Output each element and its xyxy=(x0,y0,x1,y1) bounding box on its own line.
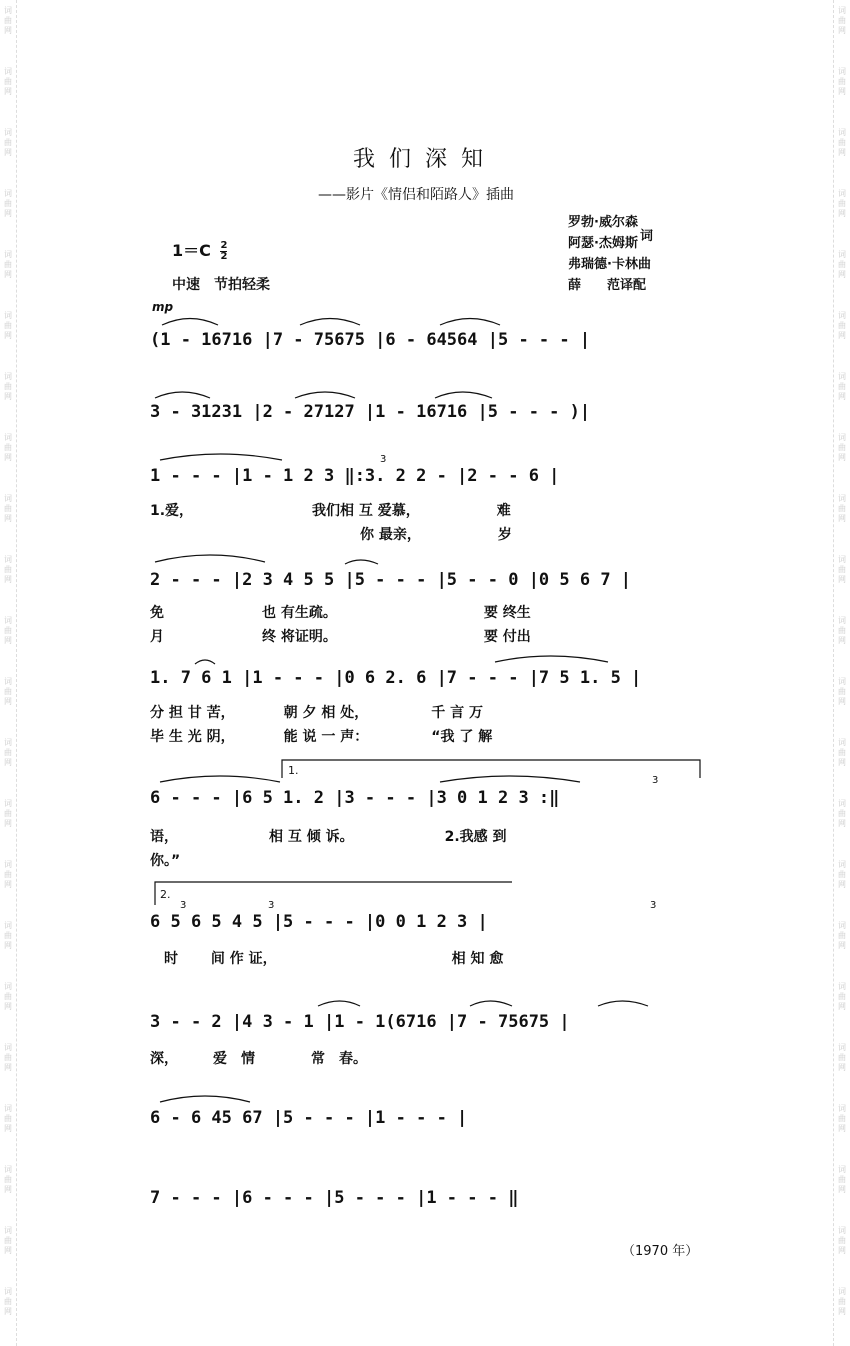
score-line-7: 6 5 6 5 4 5 |5 - - - |0 0 1 2 3 | xyxy=(150,912,488,932)
score-line-10: 7 - - - |6 - - - |5 - - - |1 - - - ‖ xyxy=(150,1188,519,1208)
side-watermark: 词 曲 网 xyxy=(4,128,12,157)
slur xyxy=(155,555,265,562)
score-line-2: 3 - 31231 |2 - 27127 |1 - 16716 |5 - - - )| xyxy=(150,402,591,422)
side-watermark: 词 曲 网 xyxy=(4,311,12,340)
lyric-line-2: 你 最亲， 岁 xyxy=(150,527,512,543)
lyric-line-3: 免 也 有生疏。 要 终生 xyxy=(150,605,531,621)
year-note: （1970 年） xyxy=(622,1244,699,1259)
slur xyxy=(162,319,218,326)
slur xyxy=(318,1001,360,1006)
lyric-line-6: 毕 生 光 阴， 能 说 一 声： “我 了 解 xyxy=(150,729,493,745)
volta-1-bracket xyxy=(282,760,700,778)
side-watermark: 词 曲 网 xyxy=(838,555,846,584)
key-signature xyxy=(172,238,227,262)
slur xyxy=(495,656,608,662)
side-watermark: 词 曲 网 xyxy=(838,982,846,1011)
score-line-4: 2 - - - |2 3 4 5 5 |5 - - - |5 - - 0 |0 5 6 7 | xyxy=(150,570,632,590)
slur xyxy=(155,392,210,398)
triplet-mark: 3 xyxy=(380,454,387,465)
lyricist-1: 罗勃·威尔森 xyxy=(568,215,638,230)
side-watermark: 词 曲 网 xyxy=(4,555,12,584)
score-line-8: 3 - - 2 |4 3 - 1 |1 - 1(6716 |7 - 75675 | xyxy=(150,1012,570,1032)
dynamic-marking: mp xyxy=(152,300,174,314)
triplet-mark: 3 xyxy=(652,775,659,786)
slur xyxy=(440,776,580,782)
side-watermark: 词 曲 网 xyxy=(4,616,12,645)
triplet-mark: 3 xyxy=(650,900,657,911)
side-watermark: 词 曲 网 xyxy=(838,1165,846,1194)
side-watermark: 词 曲 网 xyxy=(4,1165,12,1194)
slur xyxy=(470,1001,512,1006)
slur xyxy=(440,319,500,326)
slur xyxy=(160,454,282,460)
time-signature xyxy=(220,241,227,262)
triplet-mark: 3 xyxy=(180,900,187,911)
side-watermark: 词 曲 网 xyxy=(838,128,846,157)
side-watermark: 词 曲 网 xyxy=(4,1287,12,1316)
right-margin-strip xyxy=(833,0,850,1346)
lyric-line-8: 你。” xyxy=(150,853,181,869)
side-watermark: 词 曲 网 xyxy=(4,189,12,218)
volta-1-label: 1. xyxy=(288,764,299,777)
side-watermark: 词 曲 网 xyxy=(4,494,12,523)
side-watermark: 词 曲 网 xyxy=(838,1226,846,1255)
side-watermark: 词 曲 网 xyxy=(838,1287,846,1316)
side-watermark: 词 曲 网 xyxy=(838,311,846,340)
slur xyxy=(160,1096,250,1102)
side-watermark: 词 曲 网 xyxy=(838,6,846,35)
song-subtitle: ——影片《情侣和陌路人》插曲 xyxy=(318,187,514,203)
volta-2-label: 2. xyxy=(160,888,171,901)
side-watermark: 词 曲 网 xyxy=(4,921,12,950)
slur xyxy=(345,560,378,564)
score-line-5: 1. 7 6 1 |1 - - - |0 6 2. 6 |7 - - - |7 5 1. 5 | xyxy=(150,668,642,688)
score-line-9: 6 - 6 45 67 |5 - - - |1 - - - | xyxy=(150,1108,468,1128)
side-watermark: 词 曲 网 xyxy=(4,433,12,462)
time-top: 2 xyxy=(220,240,228,251)
side-watermark: 词 曲 网 xyxy=(4,372,12,401)
lyric-line-5: 分 担 甘 苦， 朝 夕 相 处， 千 言 万 xyxy=(150,705,483,721)
lyric-line-7: 语， 相 互 倾 诉。 2.我感 到 xyxy=(150,829,507,845)
side-watermark: 词 曲 网 xyxy=(838,1104,846,1133)
side-watermark: 词 曲 网 xyxy=(838,67,846,96)
side-watermark: 词 曲 网 xyxy=(4,1043,12,1072)
side-watermark: 词 曲 网 xyxy=(838,921,846,950)
side-watermark: 词 曲 网 xyxy=(4,677,12,706)
side-watermark: 词 曲 网 xyxy=(4,860,12,889)
lyric-line-4: 月 终 将证明。 要 付出 xyxy=(150,629,531,645)
left-margin-strip xyxy=(0,0,17,1346)
lyric-line-9: 时 间 作 证， 相 知 愈 xyxy=(150,951,504,967)
volta-2-bracket xyxy=(155,882,512,905)
side-watermark: 词 曲 网 xyxy=(4,67,12,96)
side-watermark: 词 曲 网 xyxy=(838,799,846,828)
side-watermark: 词 曲 网 xyxy=(838,372,846,401)
slur xyxy=(300,319,360,326)
tempo-marking: 中速 节拍轻柔 xyxy=(172,277,270,293)
lyricist-2-name: 阿瑟·杰姆斯 xyxy=(568,236,638,251)
side-watermark: 词 曲 网 xyxy=(4,1104,12,1133)
lyric-line-10: 深， 爱 情 常 春。 xyxy=(150,1051,367,1067)
slur xyxy=(598,1001,648,1006)
score-line-6: 6 - - - |6 5 1. 2 |3 - - - |3 0 1 2 3 :‖ xyxy=(150,788,560,808)
side-watermark: 词 曲 网 xyxy=(4,738,12,767)
lyricist-2 xyxy=(568,229,653,254)
side-watermark: 词 曲 网 xyxy=(4,250,12,279)
side-watermark: 词 曲 网 xyxy=(838,433,846,462)
side-watermark: 词 曲 网 xyxy=(838,1043,846,1072)
slur xyxy=(295,392,355,398)
side-watermark: 词 曲 网 xyxy=(838,494,846,523)
lyric-line-1: 1.爱， 我们相 互 爱慕， 难 xyxy=(150,503,511,519)
side-watermark: 词 曲 网 xyxy=(838,250,846,279)
side-watermark: 词 曲 网 xyxy=(838,860,846,889)
song-title: 我们深知 xyxy=(352,147,497,172)
side-watermark: 词 曲 网 xyxy=(838,738,846,767)
slur xyxy=(435,392,492,398)
side-watermark: 词 曲 网 xyxy=(4,799,12,828)
side-watermark: 词 曲 网 xyxy=(4,1226,12,1255)
side-watermark: 词 曲 网 xyxy=(4,982,12,1011)
key-label: 1＝C xyxy=(172,241,211,260)
translator: 薛 范译配 xyxy=(568,278,647,293)
slur xyxy=(195,660,215,664)
side-watermark: 词 曲 网 xyxy=(838,189,846,218)
credits xyxy=(568,212,651,296)
score-line-1: (1 - 16716 |7 - 75675 |6 - 64564 |5 - - - | xyxy=(150,330,591,350)
lyrics-credit-suffix: 词 xyxy=(639,229,653,244)
score-line-3: 1 - - - |1 - 1 2 3 ‖:3. 2 2 - |2 - - 6 | xyxy=(150,466,560,486)
time-bottom: 2 xyxy=(220,251,228,262)
side-watermark: 词 曲 网 xyxy=(838,677,846,706)
side-watermark: 词 曲 网 xyxy=(838,616,846,645)
side-watermark: 词 曲 网 xyxy=(4,6,12,35)
triplet-mark: 3 xyxy=(268,900,275,911)
slur xyxy=(160,776,280,782)
composer: 弗瑞德·卡林曲 xyxy=(568,257,651,272)
